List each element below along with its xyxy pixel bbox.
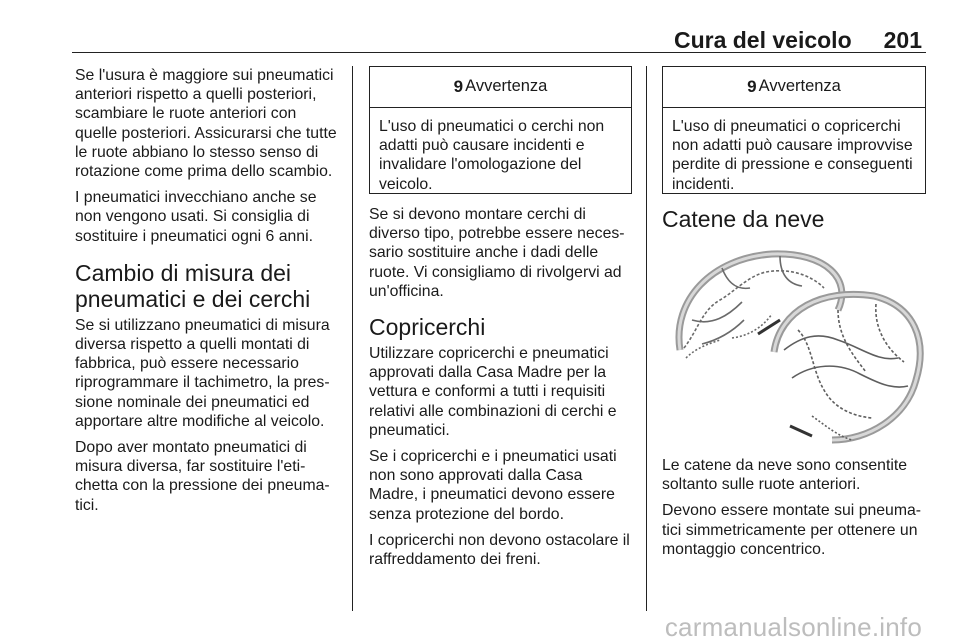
warning-icon: 9 [747,77,757,97]
header-rule [72,52,926,53]
column-1 [75,66,341,522]
paragraph: Devono essere montate sui pneuma- tici simmetricamente per ottenere un montaggio concentrico. [662,502,922,558]
snow-chains-illustration [662,240,926,450]
paragraph: Se l'usura è maggiore sui pneumatici anteriori rispetto a quelli posteriori, scambiare le ruote anteriori con quelle posteriori. Assicurarsi che tutte le ruote abbiano lo stesso senso di rotazione come prima dello scambio. [75,67,337,181]
warning-header [663,67,925,108]
warning-title: Avvertenza [758,77,841,96]
paragraph: Dopo aver montato pneumatici di misura diversa, far sostituire l'eti- chetta con la pressione dei pneuma- tici. [75,439,330,514]
watermark: carmanualsonline.info [664,612,922,642]
paragraph: Se si utilizzano pneumatici di misura diversa rispetto a quelli montati di fabbrica, può essere necessario riprogrammare il tachimetro, la pres- sione nominale dei pneumatici ed apportare altre modifiche al veicolo. [75,316,330,430]
snow-chains-icon [662,240,926,450]
section-heading: Copricerchi [369,314,486,341]
paragraph: Le catene da neve sono consentite soltanto sulle ruote anteriori. [662,457,908,494]
paragraph: I copricerchi non devono ostacolare il raffreddamento dei freni. [369,531,630,569]
warning-header [370,67,631,108]
section-heading: Catene da neve [662,206,825,232]
column-3 [662,66,926,566]
column-2 [369,66,632,576]
page-header [674,24,922,54]
section-heading: Cambio di misura dei pneumatici e dei cerchi [75,259,311,312]
paragraph: Se i copricerchi e i pneumatici usati non sono approvati dalla Casa Madre, i pneumatici devono essere senza protezione del bordo. [369,448,617,523]
warning-icon: 9 [453,77,464,97]
page-number: 201 [883,27,922,53]
paragraph: Utilizzare copricerchi e pneumatici approvati dalla Casa Madre per la vettura e conformi a tutti i requisiti relativi alle combinazioni di cerchi e pneumatici. [369,345,617,439]
warning-title: Avvertenza [465,77,548,96]
column-divider-2 [646,66,647,611]
paragraph: I pneumatici invecchiano anche se non vengono usati. Si consiglia di sostituire i pneumatici ogni 6 anni. [75,189,317,245]
warning-text: L'uso di pneumatici o copricerchi non adatti può causare improvvise perdite di pressione e conseguenti incidenti. [672,118,913,193]
warning-box [369,66,632,194]
section-title: Cura del veicolo [673,27,852,53]
paragraph: Se si devono montare cerchi di diverso tipo, potrebbe essere neces- sario sostituire anche i dadi delle ruote. Vi consigliamo di rivolgervi ad un'officina. [369,206,625,300]
warning-box [662,66,926,194]
warning-text: L'uso di pneumatici o cerchi non adatti può causare incidenti e invalidare l'omologazione del veicolo. [379,118,605,193]
column-divider-1 [352,66,353,611]
